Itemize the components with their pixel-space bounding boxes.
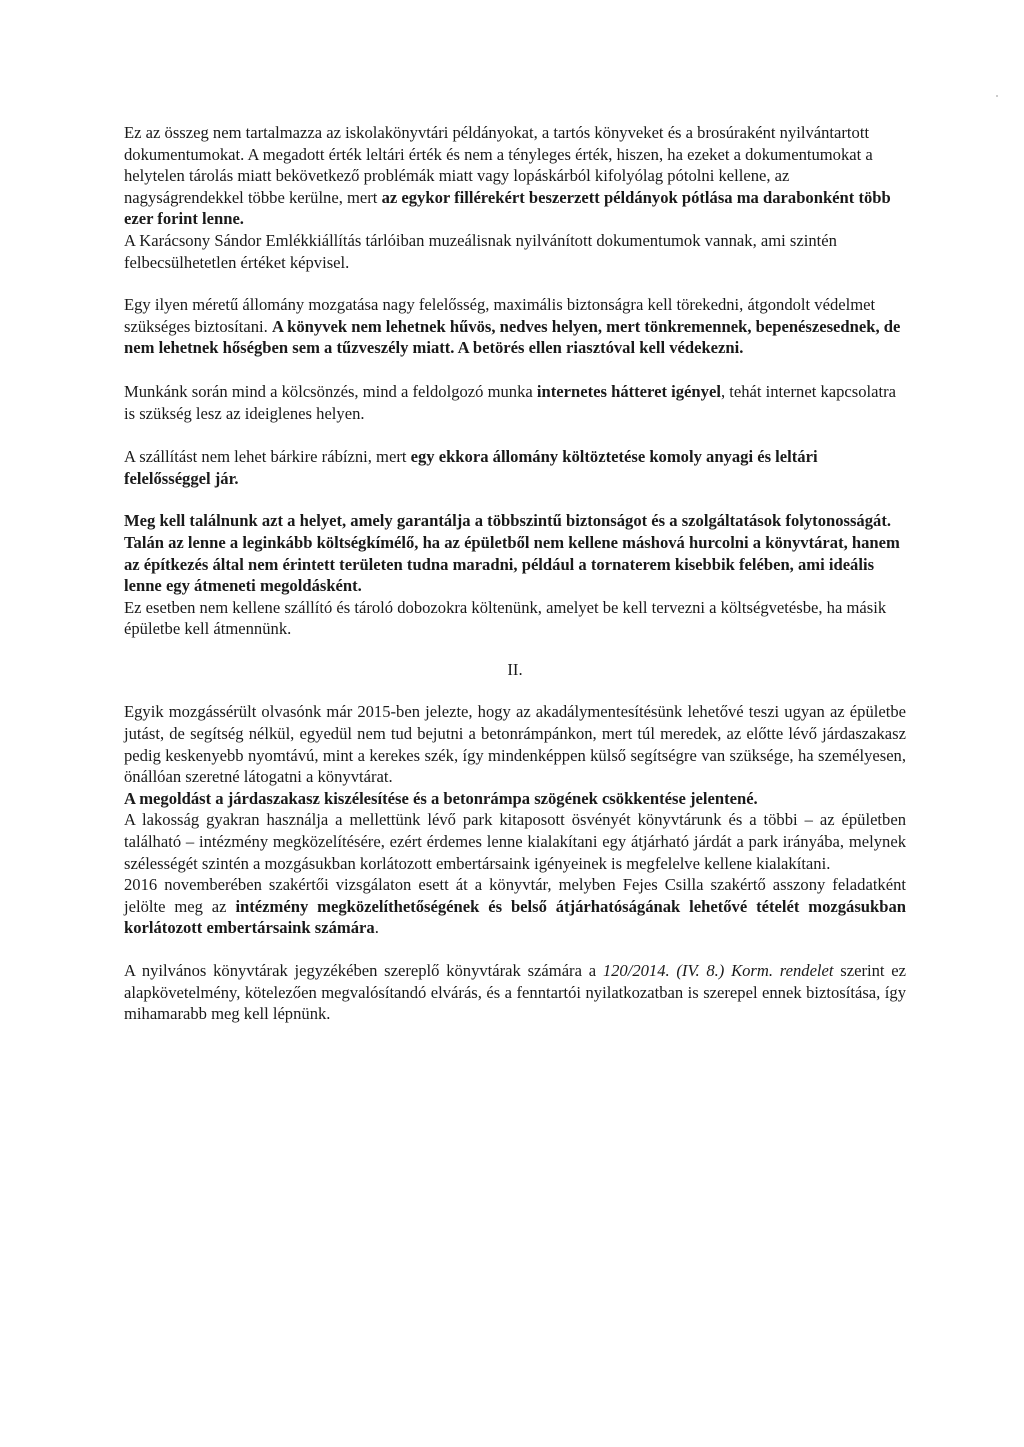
emphasis-text: az egykor fillérekért beszerzett példányok pótlása ma darabonként több ezer forint lenne.	[124, 187, 891, 229]
emphasis-text: egy ekkora állomány költöztetése komoly anyagi és leltári felelősséggel jár.	[124, 447, 818, 488]
emphasis-text: A megoldást a járdaszakasz kiszélesítése és a betonrámpa szögének csökkentése jelentené.	[124, 788, 758, 808]
paragraph-text: Ez az összeg nem tartalmazza az iskolakönyvtári példányokat, a tartós könyveket és a brosúraként nyilvántartott dokumentumokat. A megadott érték leltári érték és nem a tényleges érték, hiszen, ha ezeket a dokumentumokat a helytelen tárolás miatt bekövetkező problémák miatt vagy lopáskárból kifolyólag pótolni kellene, az nagyságrendekkel többe kerülne, mert	[124, 123, 873, 207]
scan-speck	[996, 95, 998, 97]
emphasis-text: internetes hátteret igényel	[536, 381, 721, 401]
paragraph-solution	[124, 788, 906, 810]
paragraph-park-path: A lakosság gyakran használja a mellettünk lévő park kitaposott ösvényét könyvtárunk és a többi – az épületben található – intézmény megközelítésére, ezért érdemes lenne kialakítani egy átjárható járdát a park irányába, melynek szélességét szintén a mozgásukban korlátozott embertársaink igényeinek is megfelelve kellene kialakítani.	[124, 810, 906, 873]
paragraph-accessibility-report: Egyik mozgássérült olvasónk már 2015-ben jelezte, hogy az akadálymentesítésünk lehetővé teszi ugyan az épületbe jutást, de segítség nélkül, egyedül nem tud bejutni a betonrámpánkon, mert túl meredek, az előtte lévő járdaszakasz pedig keskenyebb nyomtávú, mint a kerekes szék, így mindenképpen külső segítségre van szüksége, ha személyesen, önállóan szeretné látogatni a könyvtárat.	[124, 702, 906, 787]
paragraph-text: , tehát internet kapcsolatra is szükség lesz az ideiglenes helyen.	[124, 381, 897, 423]
emphasis-text: A könyvek nem lehetnek hűvös, nedves helyen, mert tönkremennek, bepenészesednek, de nem lehetnek hőségben sem a tűzveszély miatt. A betörés ellen riasztóval kell védekezni.	[124, 316, 901, 358]
paragraph-cost-saving: Ez esetben nem kellene szállító és tároló dobozokra költenünk, amelyet be kell tervezni a költségvetésbe, ha másik épületbe kell átmennünk.	[124, 597, 887, 639]
paragraph-exhibition: A Karácsony Sándor Emlékkiállítás tárlóiban muzeálisnak nyilvánított dokumentumok vannak, ami szintén felbecsülhetetlen értéket képvisel.	[124, 230, 837, 272]
emphasis-text: Talán az lenne a leginkább költségkímélő, ha az épületből nem kellene máshová hurcolni a könyvtárat, hanem az építkezés által nem érintett területen tudna maradni, például a tornaterem kisebbik felében, ami ideális lenne egy átmeneti megoldásként.	[124, 532, 900, 596]
paragraph-text: .	[374, 918, 379, 938]
paragraph-text: A nyilvános könyvtárak jegyzékében szereplő könyvtárak számára a	[124, 961, 603, 980]
section-heading: II.	[507, 659, 523, 679]
emphasis-text: Meg kell találnunk azt a helyet, amely garantálja a többszintű biztonságot és a szolgáltatások folytonosságát.	[124, 511, 891, 531]
paragraph-regulation	[124, 960, 906, 1025]
paragraph-moving-responsibility	[124, 294, 906, 359]
regulation-reference: 120/2014. (IV. 8.) Korm. rendelet	[602, 961, 834, 980]
paragraph-text: 2016 novemberében szakértői vizsgálaton esett át a könyvtár, melyben Fejes Csilla szakértő asszony feladatként jelölte meg az	[124, 875, 906, 916]
paragraph-text: Munkánk során mind a kölcsönzés, mind a feldolgozó munka	[124, 381, 537, 401]
paragraph-proposal	[124, 532, 906, 597]
paragraph-value-note	[124, 122, 906, 230]
paragraph-location-requirement	[124, 510, 906, 532]
paragraph-transport	[124, 446, 906, 489]
paragraph-text: A szállítást nem lehet bárkire rábízni, mert	[124, 447, 411, 467]
document-page	[124, 122, 906, 1025]
paragraph-internet	[124, 381, 906, 424]
emphasis-text: intézmény megközelíthetőségének és belső átjárhatóságának lehetővé tételét mozgásukban korlátozott embertársaink számára	[124, 896, 906, 938]
paragraph-text: szerint ez alapkövetelmény, kötelezően megvalósítandó elvárás, és a fenntartói nyilatkozatban is szerepel ennek biztosítása, így mihamarabb meg kell lépnünk.	[124, 961, 906, 1024]
paragraph-text: Egy ilyen méretű állomány mozgatása nagy felelősség, maximális biztonságra kell törekedni, átgondolt védelmet szükséges biztosítani.	[124, 295, 876, 336]
paragraph-expert-review	[124, 874, 906, 939]
